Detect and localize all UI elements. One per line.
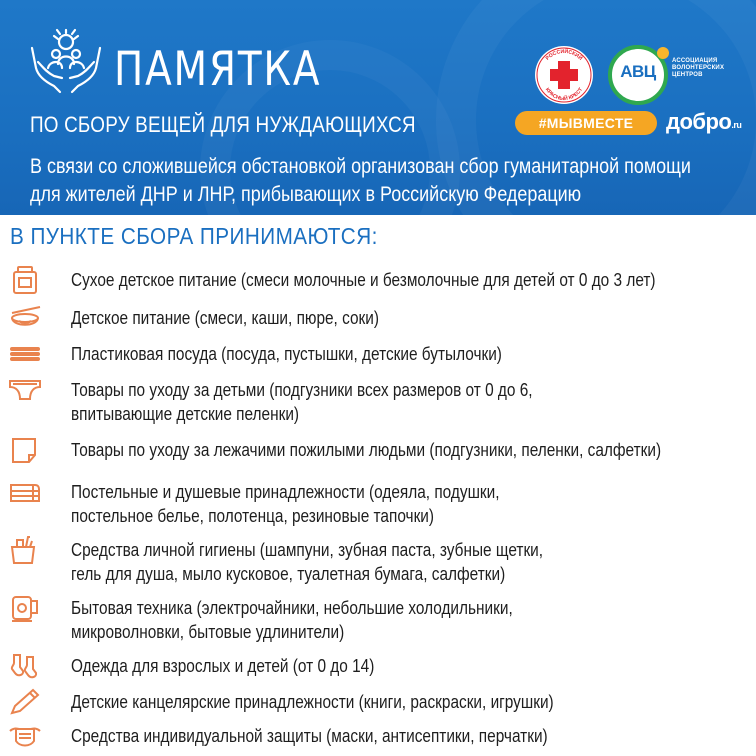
item-line: Товары по уходу за лежачими пожилыми людьми (подгузники, пеленки, салфетки) bbox=[71, 440, 662, 460]
diaper-icon bbox=[8, 375, 42, 405]
item-line: Пластиковая посуда (посуда, пустышки, детские бутылочки) bbox=[71, 344, 502, 364]
item-text bbox=[71, 438, 738, 462]
baby-formula-icon bbox=[8, 265, 42, 295]
toiletries-icon bbox=[8, 535, 42, 565]
kettle-icon bbox=[8, 593, 42, 623]
page-subtitle: ПО СБОРУ ВЕЩЕЙ ДЛЯ НУЖДАЮЩИХСЯ bbox=[30, 112, 416, 137]
item-text bbox=[71, 690, 738, 714]
hashtag-badge: #МЫВМЕСТЕ bbox=[515, 111, 657, 135]
dobro-logo-text: добро bbox=[666, 109, 732, 134]
item-text bbox=[71, 480, 738, 528]
napkin-icon bbox=[8, 435, 42, 465]
item-line: Средства личной гигиены (шампуни, зубная паста, зубные щетки, bbox=[71, 540, 544, 560]
item-line: гель для душа, мыло кусковое, туалетная бумага, салфетки) bbox=[71, 564, 506, 584]
item-line: Постельные и душевые принадлежности (одеяла, подушки, bbox=[71, 482, 500, 502]
item-line: Бытовая техника (электрочайники, небольшие холодильники, bbox=[71, 598, 513, 618]
item-text bbox=[71, 378, 738, 426]
item-text bbox=[71, 724, 738, 748]
item-line: микроволновки, бытовые удлинители) bbox=[71, 622, 345, 642]
item-line: Детское питание (смеси, каши, пюре, соки) bbox=[71, 308, 380, 328]
item-line: Детские канцелярские принадлежности (книги, раскраски, игрушки) bbox=[71, 692, 554, 712]
item-text bbox=[71, 596, 738, 644]
item-line: постельное белье, полотенца, резиновые тапочки) bbox=[71, 506, 435, 526]
dobro-logo-suffix: .ru bbox=[731, 120, 742, 130]
avc-logo-text: АВЦ bbox=[620, 62, 656, 81]
item-line: Товары по уходу за детьми (подгузники всех размеров от 0 до 6, bbox=[71, 380, 533, 400]
avc-caption: АССОЦИАЦИЯ ВОЛОНТЕРСКИХ ЦЕНТРОВ bbox=[672, 58, 725, 78]
baby-food-bowl-icon bbox=[8, 303, 42, 333]
item-text bbox=[71, 654, 738, 678]
section-title: В ПУНКТЕ СБОРА ПРИНИМАЮТСЯ: bbox=[10, 223, 378, 249]
socks-icon bbox=[8, 651, 42, 681]
item-line: впитывающие детские пеленки) bbox=[71, 404, 300, 424]
pencil-icon bbox=[8, 687, 42, 717]
item-line: Одежда для взрослых и детей (от 0 до 14) bbox=[71, 656, 375, 676]
item-text bbox=[71, 538, 738, 586]
plates-stack-icon bbox=[8, 339, 42, 369]
item-line: Средства индивидуальной защиты (маски, антисептики, перчатки) bbox=[71, 726, 548, 746]
item-text bbox=[71, 268, 738, 292]
page-title: ПАМЯТКА bbox=[114, 42, 322, 97]
item-text bbox=[71, 306, 738, 330]
item-line: Сухое детское питание (смеси молочные и безмолочные для детей от 0 до 3 лет) bbox=[71, 270, 656, 290]
intro-line: В связи со сложившейся обстановкой организован сбор гуманитарной помощи bbox=[30, 155, 691, 178]
item-text bbox=[71, 342, 738, 366]
intro-line: для жителей ДНР и ЛНР, прибывающих в Российскую Федерацию bbox=[30, 183, 582, 206]
svg-text:РОССИЙСКИЙ: РОССИЙСКИЙ bbox=[544, 48, 584, 62]
svg-text:КРАСНЫЙ КРЕСТ: КРАСНЫЙ КРЕСТ bbox=[543, 86, 585, 103]
protective-mask-icon bbox=[8, 721, 42, 751]
towels-icon bbox=[8, 477, 42, 507]
